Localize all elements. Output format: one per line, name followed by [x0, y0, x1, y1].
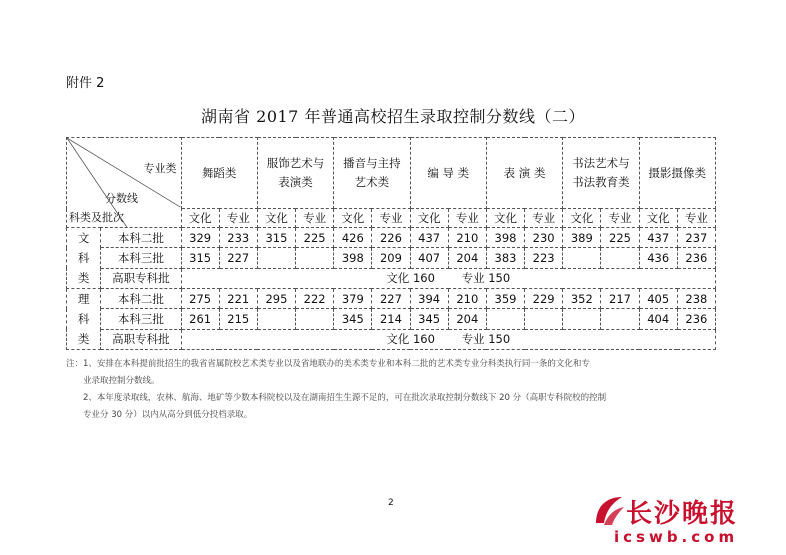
arts-label-char: 科: [77, 251, 90, 265]
score-cell: 227: [372, 289, 410, 309]
score-cell: 426: [334, 228, 372, 248]
category-header: 播音与主持艺术类: [334, 138, 410, 209]
sub-header-culture: 文化: [257, 209, 295, 228]
score-cell: [601, 248, 639, 268]
footnote-line: 业录取控制分数线。: [66, 376, 160, 386]
score-cell: 345: [334, 309, 372, 329]
score-cell: 295: [257, 289, 295, 309]
score-cell: 315: [181, 248, 219, 268]
score-cell: 389: [563, 228, 601, 248]
vocational-scores: 文化 160 专业 150: [181, 268, 715, 288]
score-cell: 405: [639, 289, 677, 309]
batch-name: 本科三批: [101, 309, 181, 329]
score-cell: 227: [219, 248, 257, 268]
score-cell: 379: [334, 289, 372, 309]
sub-header-culture: 文化: [181, 209, 219, 228]
sub-header-culture: 文化: [563, 209, 601, 228]
batch-name: 高职专科批: [101, 268, 181, 288]
newspaper-url: icswb.com: [614, 528, 739, 546]
arts-label-char: 文: [77, 231, 90, 245]
header-score-line: 分数线: [105, 192, 138, 205]
sub-header-culture: 文化: [334, 209, 372, 228]
newspaper-name: 长沙晚报: [626, 499, 739, 529]
footnote-line: 专业分 30 分）以内从高分到低分投档录取。: [66, 410, 253, 420]
score-cell: 398: [486, 228, 524, 248]
score-cell: [257, 248, 295, 268]
science-label-char: 类: [77, 332, 90, 346]
score-cell: 437: [410, 228, 448, 248]
score-cell: 210: [448, 289, 486, 309]
category-header: 编 导 类: [410, 138, 486, 209]
newspaper-watermark: [592, 493, 782, 551]
header-subject-batch: 科类及批次: [69, 211, 124, 224]
score-cell: 394: [410, 289, 448, 309]
score-cell: 404: [639, 309, 677, 329]
score-cell: 329: [181, 228, 219, 248]
arts-label: [67, 228, 101, 289]
table-row: [67, 329, 716, 349]
arts-label-char: 类: [77, 271, 90, 285]
score-cell: 204: [448, 309, 486, 329]
score-cell: 275: [181, 289, 219, 309]
score-cell: 236: [677, 309, 715, 329]
sub-header-major: 专业: [448, 209, 486, 228]
score-cell: 407: [410, 248, 448, 268]
footnote-line: 注：1、安排在本科提前批招生的我省省属院校艺术类专业以及省地联办的美术类专业和本科二批的艺术类专业分科类执行同一条的文化和专: [66, 359, 590, 369]
score-cell: 221: [219, 289, 257, 309]
score-cell: 233: [219, 228, 257, 248]
table-row: [67, 268, 716, 288]
score-cell: 214: [372, 309, 410, 329]
sub-header-major: 专业: [296, 209, 334, 228]
table-row: [67, 248, 716, 268]
table-row: [67, 309, 716, 329]
batch-name: 本科二批: [101, 289, 181, 309]
score-cell: 398: [334, 248, 372, 268]
document-title: 湖南省 2017 年普通高校招生录取控制分数线（二）: [201, 107, 585, 126]
score-cell: 223: [525, 248, 563, 268]
score-table: [66, 137, 716, 350]
table-row: [67, 289, 716, 309]
category-header: 书法艺术与书法教育类: [563, 138, 639, 209]
footnotes: [66, 356, 726, 424]
sub-header-culture: 文化: [486, 209, 524, 228]
sub-header-major: 专业: [219, 209, 257, 228]
score-cell: [296, 248, 334, 268]
score-cell: 225: [601, 228, 639, 248]
score-cell: 352: [563, 289, 601, 309]
category-header: 摄影摄像类: [639, 138, 715, 209]
score-cell: 229: [525, 289, 563, 309]
score-cell: [296, 309, 334, 329]
batch-name: 高职专科批: [101, 329, 181, 349]
score-cell: [563, 309, 601, 329]
score-cell: [563, 248, 601, 268]
score-cell: [486, 309, 524, 329]
score-cell: [525, 309, 563, 329]
category-header: 舞蹈类: [181, 138, 257, 209]
header-diagonal-cell: [67, 138, 182, 228]
page-number: 2: [388, 498, 394, 508]
sub-header-major: 专业: [525, 209, 563, 228]
score-cell: 383: [486, 248, 524, 268]
batch-name: 本科二批: [101, 228, 181, 248]
category-header: 表 演 类: [486, 138, 562, 209]
score-cell: 222: [296, 289, 334, 309]
score-cell: 436: [639, 248, 677, 268]
score-cell: 261: [181, 309, 219, 329]
sub-header-culture: 文化: [639, 209, 677, 228]
score-cell: [257, 309, 295, 329]
score-cell: 217: [601, 289, 639, 309]
score-cell: 236: [677, 248, 715, 268]
score-cell: 238: [677, 289, 715, 309]
score-cell: 225: [296, 228, 334, 248]
score-cell: 359: [486, 289, 524, 309]
score-cell: 210: [448, 228, 486, 248]
science-label-char: 理: [77, 292, 90, 306]
score-cell: 209: [372, 248, 410, 268]
science-label: [67, 289, 101, 350]
score-cell: 437: [639, 228, 677, 248]
score-cell: 215: [219, 309, 257, 329]
vocational-scores: 文化 160 专业 150: [181, 329, 715, 349]
footnote-line: 2、本年度录取线，农林、航海、地矿等少数本科院校以及在湖南招生生源不足的，可在批次录取控制分数线下 20 分（高职专科院校的控制: [66, 393, 607, 403]
score-cell: 230: [525, 228, 563, 248]
category-header: 服饰艺术与表演类: [257, 138, 333, 209]
swoosh-logo-icon: [592, 493, 626, 527]
score-cell: 226: [372, 228, 410, 248]
science-label-char: 科: [77, 312, 90, 326]
sub-header-major: 专业: [677, 209, 715, 228]
header-major-type: 专业类: [143, 162, 177, 175]
score-cell: 204: [448, 248, 486, 268]
score-cell: [601, 309, 639, 329]
sub-header-culture: 文化: [410, 209, 448, 228]
sub-header-major: 专业: [372, 209, 410, 228]
sub-header-major: 专业: [601, 209, 639, 228]
batch-name: 本科三批: [101, 248, 181, 268]
attachment-label: 附件 2: [66, 76, 105, 91]
score-cell: 345: [410, 309, 448, 329]
table-row: [67, 228, 716, 248]
score-cell: 315: [257, 228, 295, 248]
score-cell: 237: [677, 228, 715, 248]
